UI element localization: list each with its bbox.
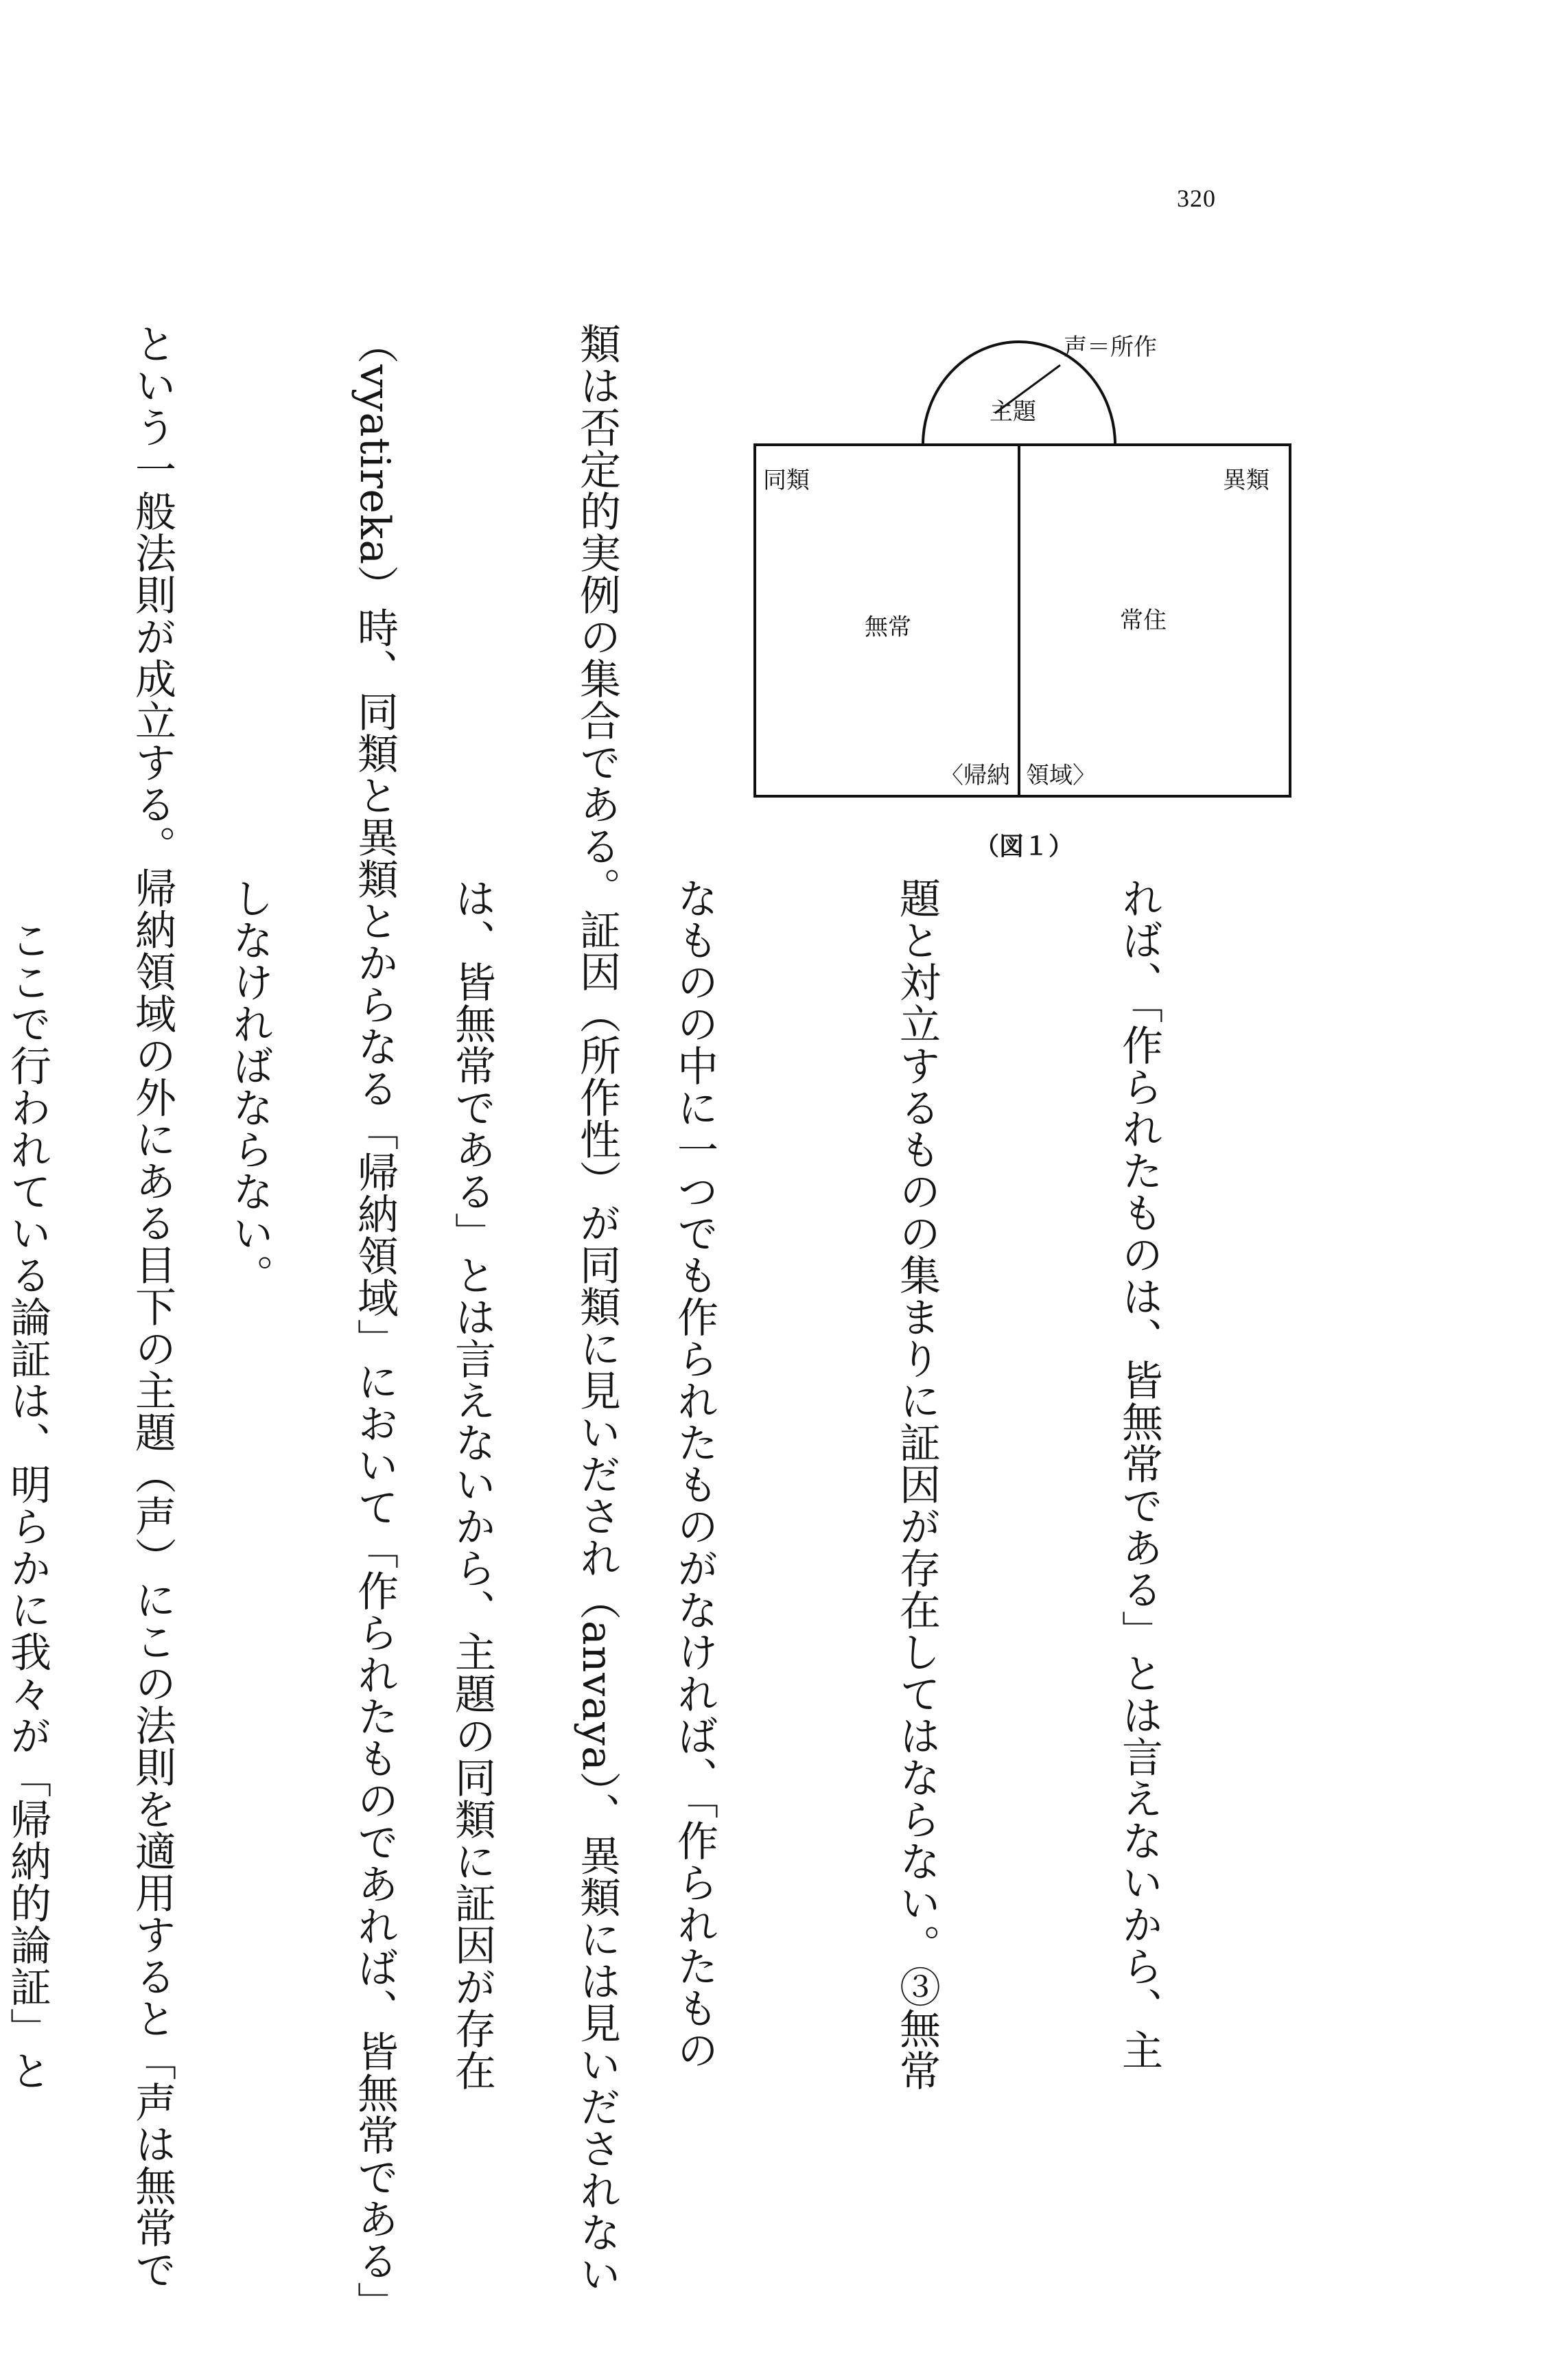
domain-box: [755, 445, 1290, 796]
text-line: れば、「作られたものは、皆無常である」とは言えないから、主: [1115, 877, 1163, 2071]
lower-text-block: [0, 323, 782, 2324]
page-number: 320: [1177, 185, 1216, 212]
induction-domain-diagram: [748, 309, 1297, 803]
text-line: しなければならない。: [226, 877, 274, 1296]
text-line: は、皆無常である」とは言えないから、主題の同類に証因が存在: [448, 877, 496, 2091]
permanent-label: 常住: [1120, 607, 1167, 634]
text-line: なものの中に一つでも作られたものがなければ、「作られたもの: [670, 877, 718, 2071]
figure-caption: （図１）: [974, 833, 1074, 861]
text-line: ここで行われている論証は、明らかに我々が「帰納的論証」と: [3, 877, 51, 2091]
impermanent-label: 無常: [865, 614, 911, 641]
inductive-domain-label-right: 領域〉: [1026, 762, 1096, 789]
inductive-domain-label-left: 〈帰納: [940, 762, 1010, 789]
dissimilar-class-label: 異類: [1223, 467, 1269, 494]
text-line: 類は否定的実例の集合である。証因（所作性）が同類に見いだされ（anvaya）、異類には見いだされない: [573, 323, 621, 2295]
similar-class-label: 同類: [763, 467, 810, 494]
text-line: という一般法則が成立する。帰納領域の外にある目下の主題（声）にこの法則を適用すると「声は無常で: [128, 323, 176, 2290]
voice-made-label: 声＝所作: [1064, 334, 1157, 361]
text-line: （vyatireka）時、同類と異類とからなる「帰納領域」において「作られたものであれば、皆無常である」: [351, 323, 399, 2324]
text-line: 題と対立するものの集まりに証因が存在してはならない。③無常: [893, 877, 941, 2091]
subject-label: 主題: [990, 398, 1036, 426]
figure-1-diagram: [748, 309, 1297, 885]
